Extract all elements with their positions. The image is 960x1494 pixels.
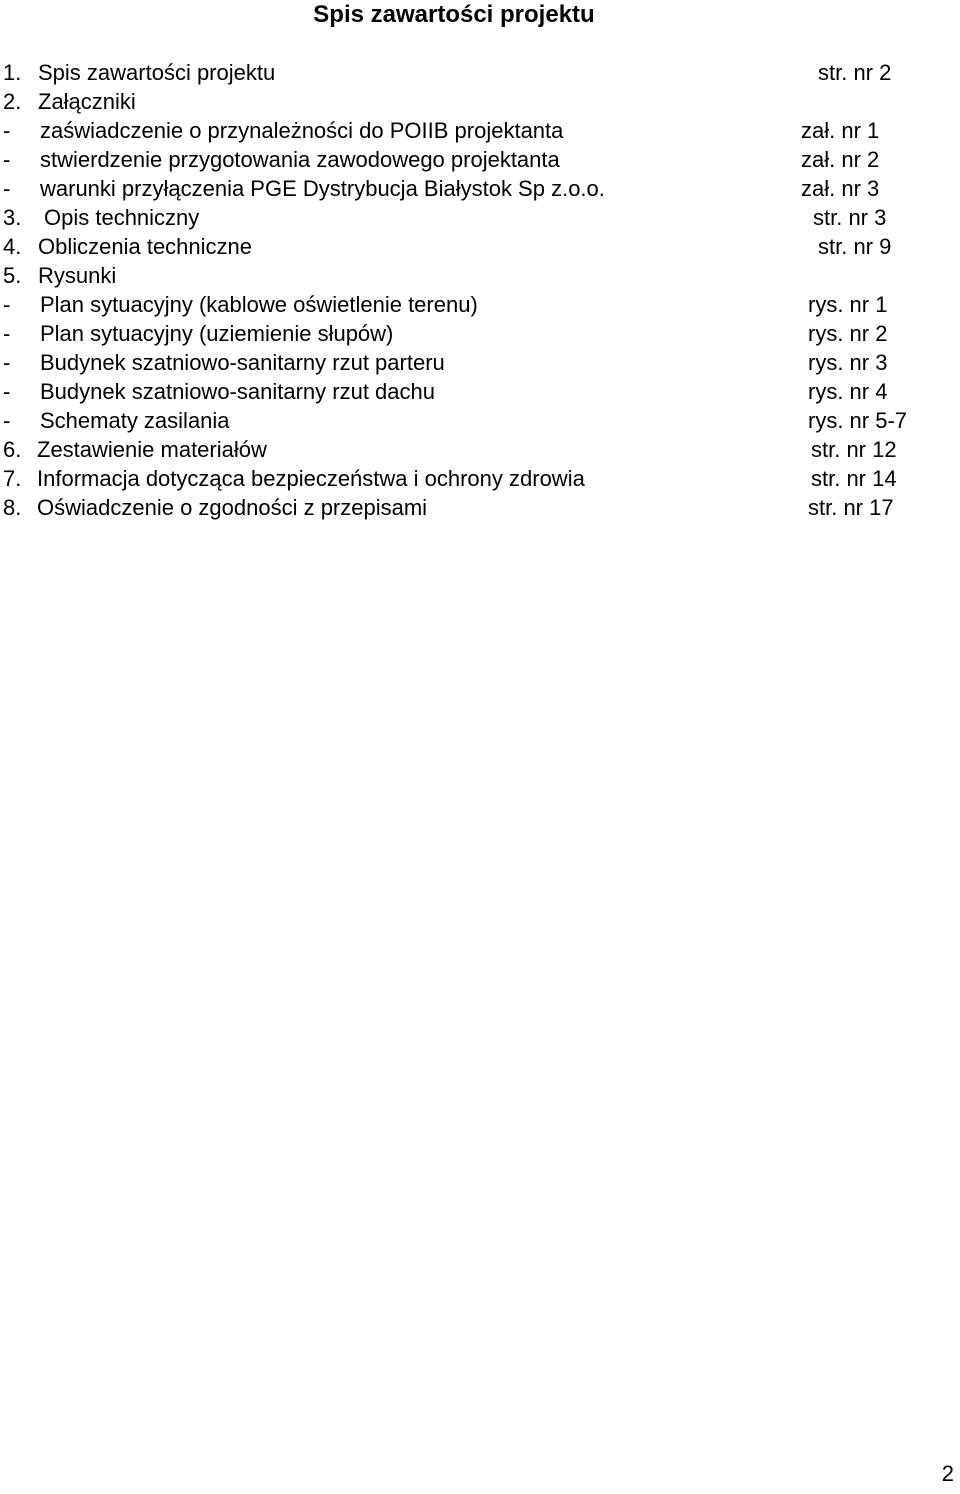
- toc-entry-page: rys. nr 3: [808, 350, 888, 375]
- toc-entry: [0, 406, 960, 435]
- toc-entry-bullet: -: [3, 408, 11, 433]
- toc-entry-title: Plan sytuacyjny (kablowe oświetlenie terenu): [40, 292, 478, 317]
- toc-entry-bullet: -: [3, 118, 11, 143]
- toc-entry: [0, 87, 960, 116]
- toc-entry: [0, 290, 960, 319]
- toc-entry-page: rys. nr 2: [808, 321, 888, 346]
- toc-entry-page: str. nr 12: [811, 437, 897, 462]
- toc-entry-title: stwierdzenie przygotowania zawodowego projektanta: [40, 147, 560, 172]
- toc-entry-title: Opis techniczny: [44, 205, 200, 230]
- toc-entry-page: str. nr 3: [813, 205, 887, 230]
- toc-entry-number: 6.: [3, 437, 22, 462]
- toc-entry-bullet: -: [3, 350, 11, 375]
- toc-entry-bullet: -: [3, 147, 11, 172]
- toc-entry: [0, 174, 960, 203]
- toc-entry-page: zał. nr 3: [801, 176, 880, 201]
- toc-entry-title: Plan sytuacyjny (uziemienie słupów): [40, 321, 394, 346]
- toc-entry-number: 1.: [3, 60, 22, 85]
- toc-entry: [0, 493, 960, 522]
- toc-entry-title: Załączniki: [38, 89, 136, 114]
- toc-entry-bullet: -: [3, 321, 11, 346]
- toc-entry-number: 3.: [3, 205, 22, 230]
- toc-entry: [0, 58, 960, 87]
- toc-entry-page: str. nr 9: [818, 234, 892, 259]
- toc-entry-title: Schematy zasilania: [40, 408, 230, 433]
- toc-entry-page: rys. nr 1: [808, 292, 888, 317]
- toc-entry-page: rys. nr 4: [808, 379, 888, 404]
- toc-entry-page: zał. nr 2: [801, 147, 880, 172]
- toc-entry: [0, 203, 960, 232]
- toc-entry-title: Spis zawartości projektu: [38, 60, 276, 85]
- toc-entry-number: 5.: [3, 263, 22, 288]
- toc-entry: [0, 464, 960, 493]
- toc-entry-page: str. nr 17: [808, 495, 894, 520]
- toc-entry-title: Informacja dotycząca bezpieczeństwa i ochrony zdrowia: [37, 466, 585, 491]
- toc-entry-number: 8.: [3, 495, 22, 520]
- toc-entry: [0, 261, 960, 290]
- toc-entry: [0, 377, 960, 406]
- toc-entry-number: 4.: [3, 234, 22, 259]
- toc-entry-bullet: -: [3, 292, 11, 317]
- toc-entry: [0, 319, 960, 348]
- toc-entry-page: zał. nr 1: [801, 118, 880, 143]
- toc-entry: [0, 145, 960, 174]
- toc-entry-page: rys. nr 5-7: [808, 408, 908, 433]
- toc-entry-title: Budynek szatniowo-sanitarny rzut parteru: [40, 350, 445, 375]
- toc-entry-title: Rysunki: [38, 263, 117, 288]
- toc-entry-number: 7.: [3, 466, 22, 491]
- toc-entry-title: warunki przyłączenia PGE Dystrybucja Białystok Sp z.o.o.: [40, 176, 605, 201]
- toc-entry-title: Zestawienie materiałów: [37, 437, 267, 462]
- toc-entry-title: Obliczenia techniczne: [38, 234, 253, 259]
- toc-entry: [0, 116, 960, 145]
- toc-entry-page: str. nr 2: [818, 60, 892, 85]
- page-number: 2: [941, 1461, 954, 1486]
- toc-entry-title: Oświadczenie o zgodności z przepisami: [37, 495, 428, 520]
- toc-entry-title: Budynek szatniowo-sanitarny rzut dachu: [40, 379, 435, 404]
- table-of-contents: [0, 58, 960, 522]
- toc-entry-page: str. nr 14: [811, 466, 897, 491]
- toc-entry-bullet: -: [3, 176, 11, 201]
- page-title: Spis zawartości projektu: [313, 1, 595, 28]
- toc-entry-bullet: -: [3, 379, 11, 404]
- toc-entry: [0, 348, 960, 377]
- toc-entry: [0, 232, 960, 261]
- toc-entry-title: zaświadczenie o przynależności do POIIB projektanta: [40, 118, 564, 143]
- toc-entry-number: 2.: [3, 89, 22, 114]
- toc-entry: [0, 435, 960, 464]
